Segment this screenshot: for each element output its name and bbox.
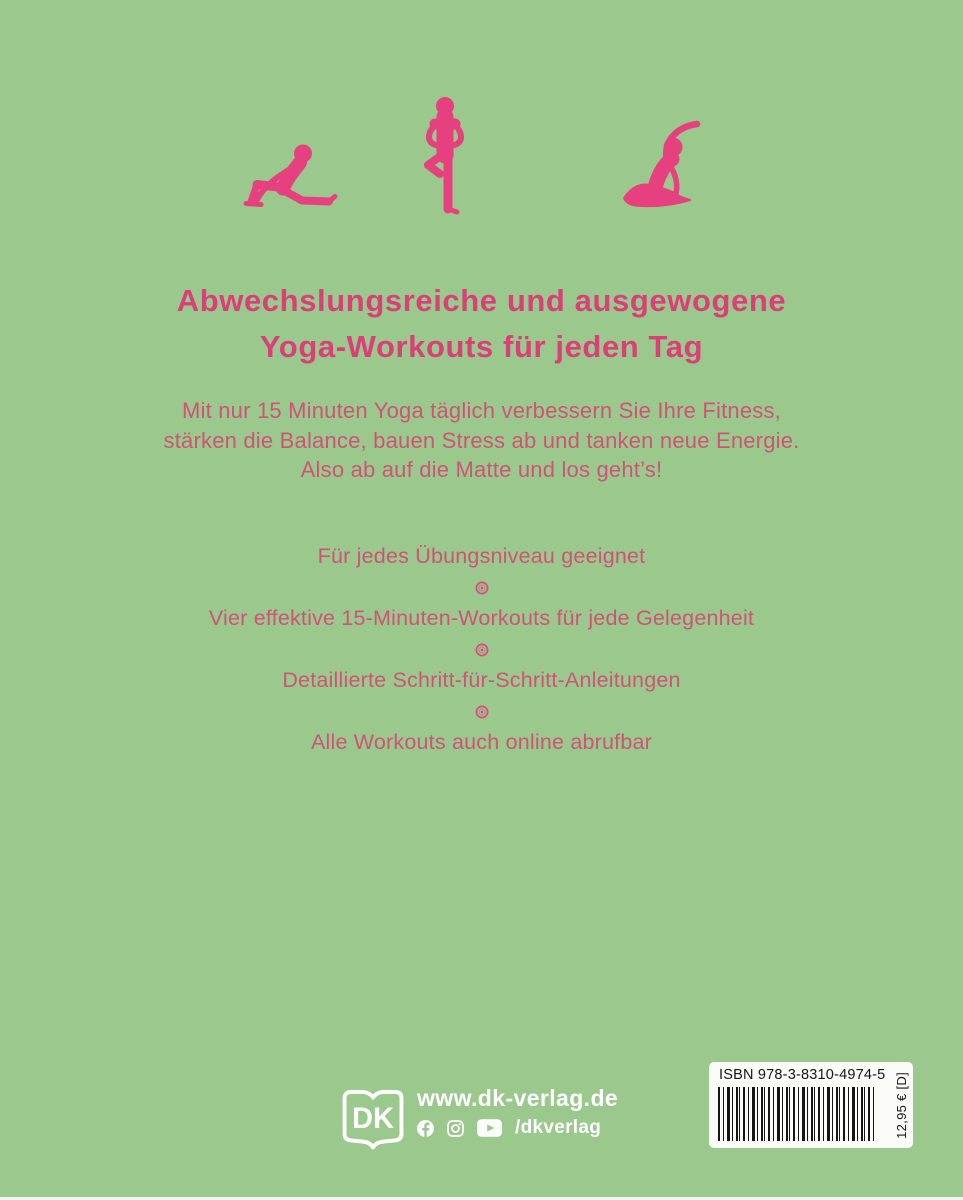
facebook-icon	[417, 1120, 434, 1137]
headline-line-1: Abwechslungsreiche und ausgewogene	[176, 283, 787, 318]
intro-line-3: Also ab auf die Matte und los geht’s!	[300, 457, 663, 482]
feature-separator	[475, 572, 489, 603]
publisher-website: www.dk-verlag.de	[417, 1085, 619, 1111]
concentric-dot-icon	[475, 643, 489, 657]
feature-item: Detaillierte Schritt-für-Schritt-Anleitungen	[282, 668, 681, 692]
instagram-icon	[447, 1120, 464, 1137]
headline-line-2: Yoga-Workouts für jeden Tag	[259, 329, 704, 364]
feature-separator	[475, 696, 489, 727]
isbn-text: ISBN 978-3-8310-4974-5	[719, 1067, 886, 1083]
concentric-dot-icon	[475, 581, 489, 595]
dk-open-book-logo	[333, 1087, 413, 1151]
price-text: 12,95 € [D]	[893, 1071, 909, 1139]
social-handle: /dkverlag	[515, 1117, 602, 1138]
feature-item: Alle Workouts auch online abrufbar	[310, 730, 653, 754]
isbn-barcode-label	[709, 1062, 913, 1148]
social-row	[417, 1118, 601, 1138]
feature-item: Für jedes Übungsniveau geeignet	[317, 544, 646, 568]
feature-separator	[475, 634, 489, 665]
low-lunge-pose-icon	[238, 142, 338, 208]
feature-list	[0, 541, 963, 758]
dk-logo-text: DK	[351, 1103, 395, 1136]
tree-pose-icon	[413, 96, 477, 220]
headline	[0, 278, 963, 370]
barcode	[718, 1087, 874, 1141]
feature-item: Vier effektive 15-Minuten-Workouts für jede Gelegenheit	[208, 606, 755, 630]
seated-side-bend-pose-icon	[618, 118, 706, 210]
concentric-dot-icon	[475, 705, 489, 719]
youtube-icon	[477, 1119, 502, 1137]
intro-line-1: Mit nur 15 Minuten Yoga täglich verbessern Sie Ihre Fitness,	[182, 398, 781, 423]
intro-paragraph	[0, 396, 963, 485]
intro-line-2: stärken die Balance, bauen Stress ab und tanken neue Energie.	[163, 427, 800, 453]
